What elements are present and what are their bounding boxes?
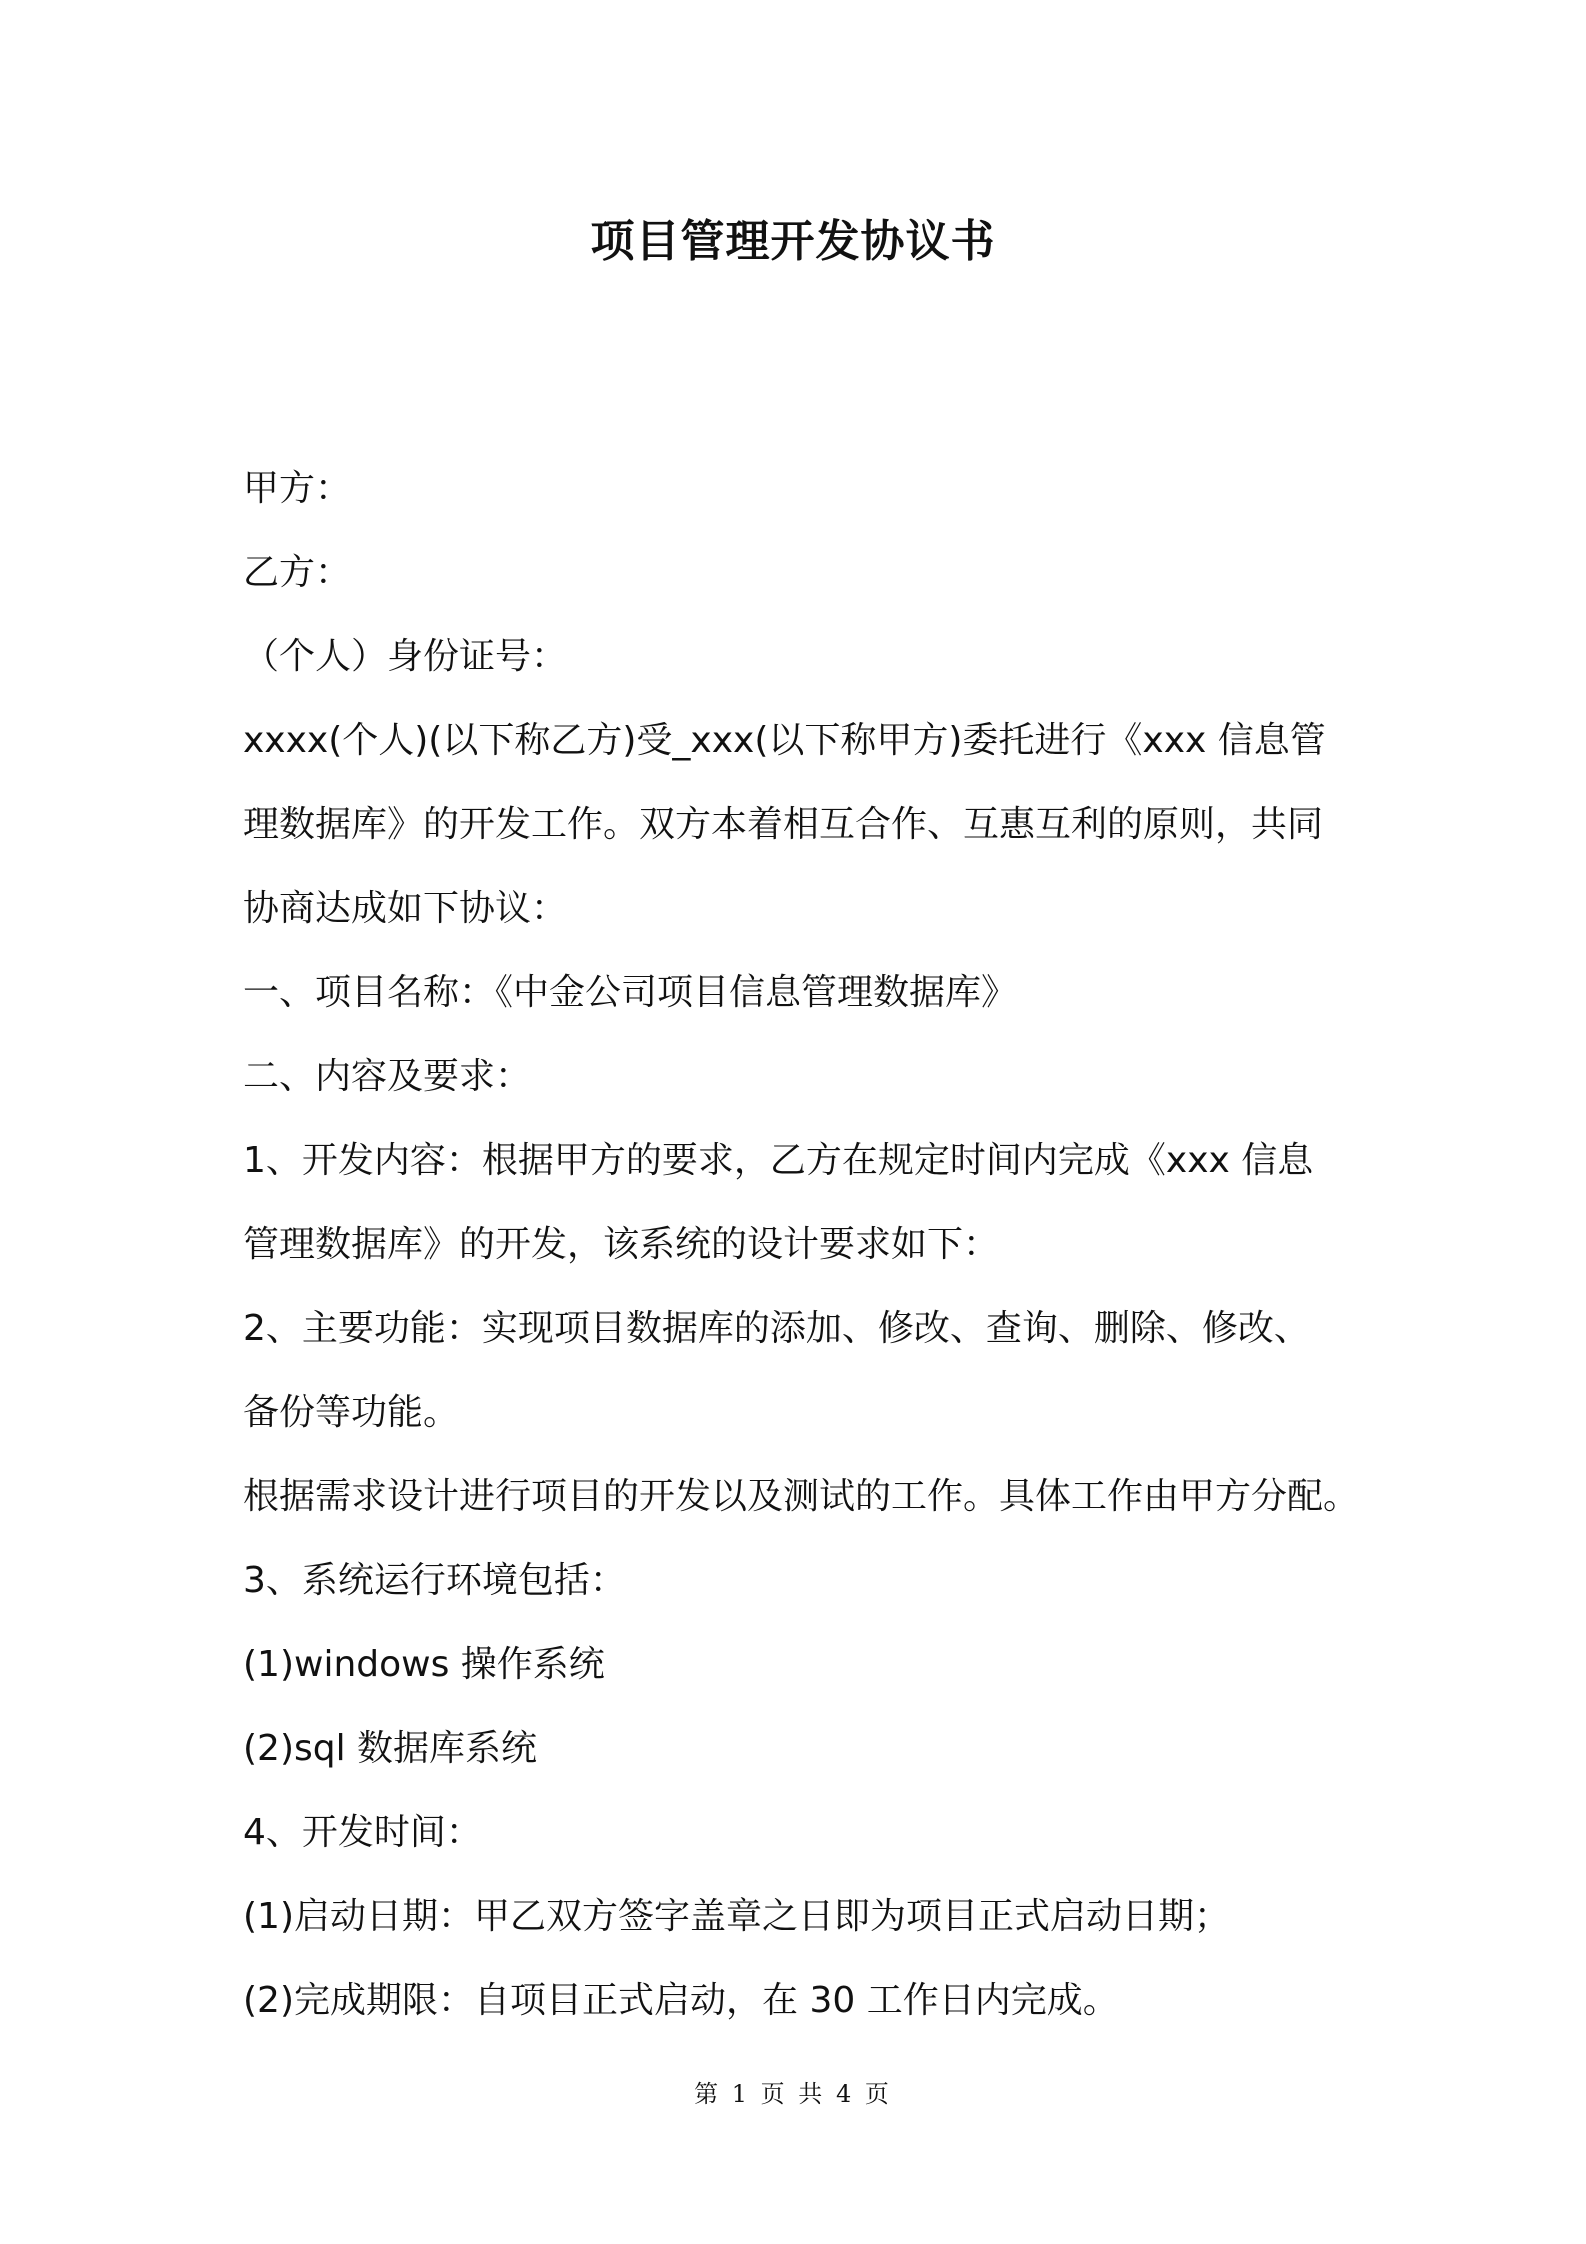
intro-line-1: xxxx(个人)(以下称乙方)受_xxx(以下称甲方)委托进行《xxx 信息管: [243, 720, 1326, 761]
page-footer: 第 1 页 共 4 页: [694, 2080, 892, 2108]
main-function-line-1: 2、主要功能：实现项目数据库的添加、修改、查询、删除、修改、: [243, 1308, 1310, 1349]
intro-line-3: 协商达成如下协议：: [243, 888, 568, 929]
requirements-line: 根据需求设计进行项目的开发以及测试的工作。具体工作由甲方分配。: [243, 1476, 1360, 1517]
environment-heading: 3、系统运行环境包括：: [243, 1560, 626, 1601]
intro-line-2: 理数据库》的开发工作。双方本着相互合作、互惠互利的原则，共同: [243, 804, 1324, 845]
document-body: [243, 447, 1373, 2043]
start-date-line: (1)启动日期：甲乙双方签字盖章之日即为项目正式启动日期；: [243, 1896, 1230, 1937]
environment-item-1: (1)windows 操作系统: [243, 1644, 605, 1685]
party-a-line: 甲方：: [243, 468, 352, 509]
dev-content-line-1: 1、开发内容：根据甲方的要求，乙方在规定时间内完成《xxx 信息: [243, 1140, 1314, 1181]
dev-content-line-2: 管理数据库》的开发，该系统的设计要求如下：: [243, 1224, 1000, 1265]
deadline-line: (2)完成期限：自项目正式启动，在 30 工作日内完成。: [243, 1980, 1119, 2021]
main-function-line-2: 备份等功能。: [243, 1392, 460, 1433]
id-number-line: （个人）身份证号：: [243, 636, 568, 677]
content-heading: 二、内容及要求：: [243, 1056, 532, 1097]
document-title: 项目管理开发协议书: [590, 216, 996, 267]
dev-time-heading: 4、开发时间：: [243, 1812, 482, 1853]
project-name-line: 一、项目名称：《中金公司项目信息管理数据库》: [243, 972, 1018, 1013]
environment-item-2: (2)sql 数据库系统: [243, 1728, 538, 1769]
party-b-line: 乙方：: [243, 552, 352, 593]
